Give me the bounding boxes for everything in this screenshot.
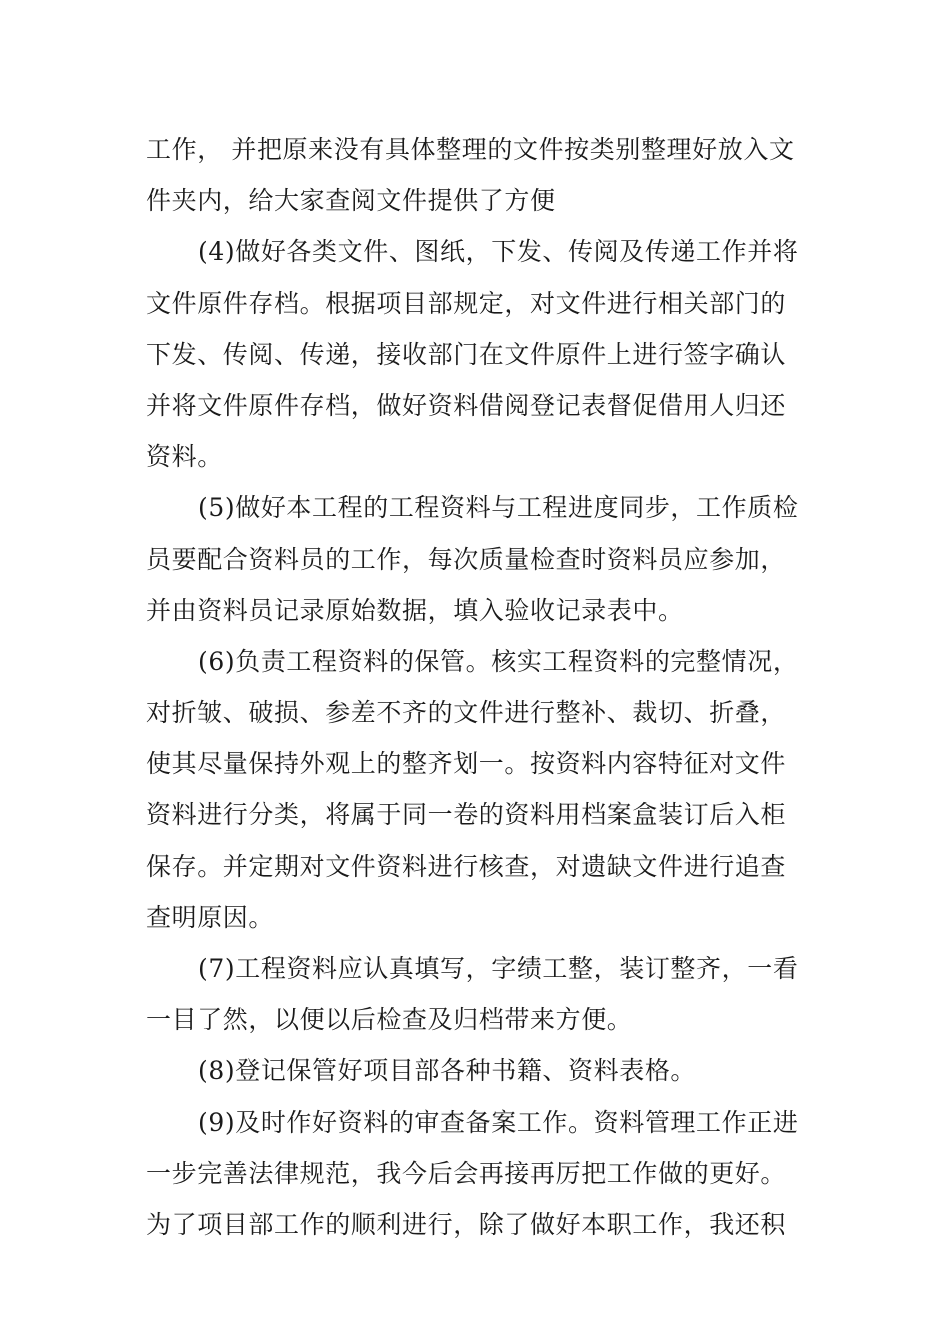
text-line: 保存。并定期对文件资料进行核查，对遗缺文件进行追查 [146,851,787,881]
body-text [146,124,811,1250]
paragraph-item-5-start: (5)做好本工程的工程资料与工程进度同步，工作质检 [198,493,799,523]
text-line: 并由资料员记录原始数据，填入验收记录表中。 [146,595,684,625]
text-line: 并将文件原件存档，做好资料借阅登记表督促借用人归还 [146,390,787,420]
text-line: 工作， 并把原来没有具体整理的文件按类别整理好放入文 [146,135,795,164]
paragraph-item-6-start: (6)负责工程资料的保管。核实工程资料的完整情况， [198,646,799,676]
text-line: 资料进行分类，将属于同一卷的资料用档案盒装订后入柜 [146,800,787,830]
text-line: 资料。 [146,442,223,472]
text-line: 对折皱、破损、参差不齐的文件进行整补、裁切、折叠， [146,698,787,728]
paragraph-item-7-start: (7)工程资料应认真填写，字绩工整，装订整齐，一看 [198,954,799,983]
text-line: 下发、传阅、传递，接收部门在文件原件上进行签字确认 [146,339,787,369]
text-line: 一步完善法律规范，我今后会再接再厉把工作做的更好。 [146,1158,787,1188]
text-line: 使其尽量保持外观上的整齐划一。按资料内容特征对文件 [146,749,787,779]
text-line: 一目了然，以便以后检查及归档带来方便。 [146,1005,633,1035]
paragraph-item-8: (8)登记保管好项目部各种书籍、资料表格。 [198,1056,697,1086]
text-line: 为了项目部工作的顺利进行，除了做好本职工作，我还积 [146,1209,787,1239]
text-line: 员要配合资料员的工作，每次质量检查时资料员应参加， [146,544,787,574]
text-line: 查明原因。 [146,902,275,932]
text-line: 文件原件存档。根据项目部规定，对文件进行相关部门的 [146,288,787,318]
text-line: 件夹内，给大家查阅文件提供了方便 [146,186,556,216]
paragraph-item-9-start: (9)及时作好资料的审查备案工作。资料管理工作正进 [198,1107,799,1137]
paragraph-item-4-start: (4)做好各类文件、图纸，下发、传阅及传递工作并将 [198,237,799,267]
